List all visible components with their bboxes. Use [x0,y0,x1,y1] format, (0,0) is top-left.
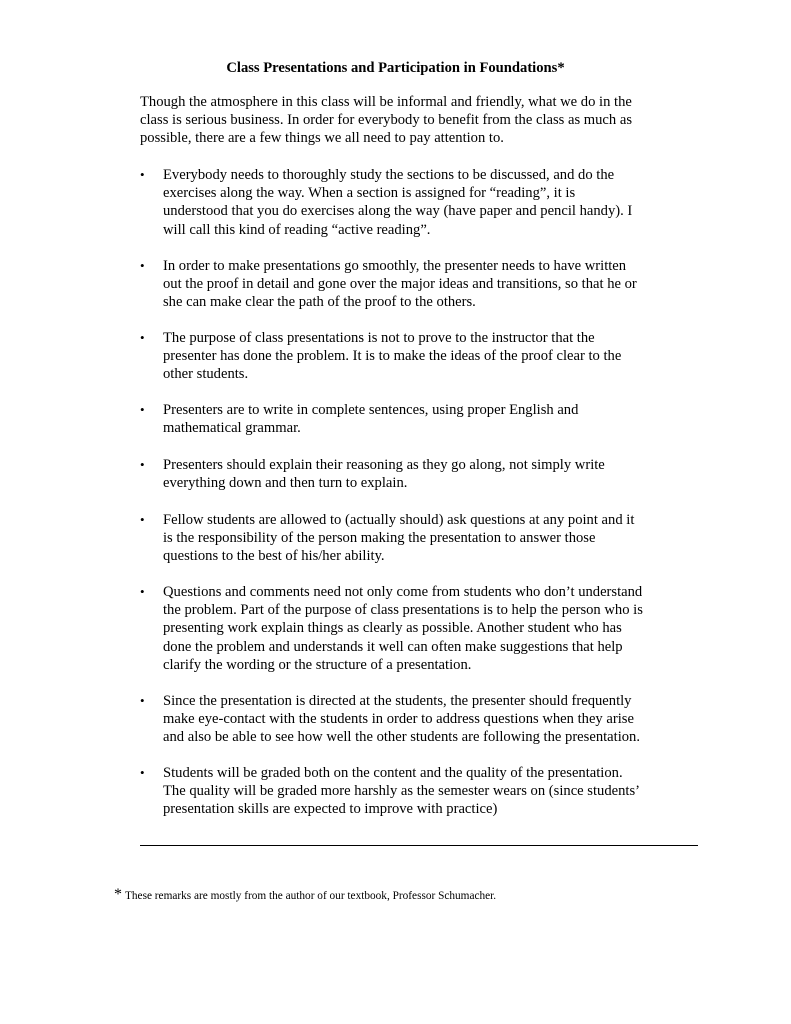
text-line: make eye-contact with the students in order to address questions when they arise [163,711,634,728]
text-line: Fellow students are allowed to (actually should) ask questions at any point and it [163,512,635,528]
bullet-icon: • [140,258,145,273]
text-line: mathematical grammar. [163,420,301,437]
list-item-text [163,166,680,239]
bullet-icon: • [140,457,145,472]
list-item-text [163,456,680,492]
text-line: Questions and comments need not only come from students who don’t understand [163,584,643,600]
text-line: the problem. Part of the purpose of class presentations is to help the person who is [163,602,643,619]
bullet-icon: • [140,693,145,708]
text-line: questions to the best of his/her ability. [163,548,385,565]
bullet-icon: • [140,402,145,417]
bullet-icon: • [140,167,145,182]
text-line: In order to make presentations go smoothly, the presenter needs to have written [163,258,627,274]
footnote-text: These remarks are mostly from the author of our textbook, Professor Schumacher. [125,890,497,902]
list-item-text [163,401,680,437]
list-item-text [163,764,680,819]
text-line: Students will be graded both on the content and the quality of the presentation. [163,765,623,781]
list-item-text [163,329,680,384]
text-line: and also be able to see how well the other students are following the presentation. [163,729,640,746]
list-item-text [163,257,680,312]
bullet-icon: • [140,765,145,780]
list-item-text [163,692,680,747]
text-line: Presenters should explain their reasoning as they go along, not simply write [163,457,605,473]
footnote [114,887,496,904]
text-line: Since the presentation is directed at the students, the presenter should frequently [163,693,632,709]
intro-paragraph [140,93,675,148]
list-item-text [163,511,680,566]
intro-line: possible, there are a few things we all need to pay attention to. [140,130,504,147]
text-line: everything down and then turn to explain. [163,475,408,492]
footnote-mark: * [114,886,122,903]
text-line: The quality will be graded more harshly as the semester wears on (since students’ [163,783,640,800]
text-line: exercises along the way. When a section is assigned for “reading”, it is [163,185,576,202]
bullet-icon: • [140,330,145,345]
footnote-separator [140,845,698,846]
intro-line: Though the atmosphere in this class will be informal and friendly, what we do in the [140,94,632,110]
text-line: out the proof in detail and gone over the major ideas and transitions, so that he or [163,276,637,293]
text-line: other students. [163,366,249,383]
text-line: will call this kind of reading “active reading”. [163,221,431,238]
text-line: Presenters are to write in complete sentences, using proper English and [163,402,579,418]
text-line: understood that you do exercises along the way (have paper and pencil handy). I [163,203,633,220]
text-line: is the responsibility of the person making the presentation to answer those [163,530,596,547]
bullet-icon: • [140,584,145,599]
bullet-icon: • [140,512,145,527]
text-line: presenting work explain things as clearly as possible. Another student who has [163,620,622,637]
text-line: presenter has done the problem. It is to make the ideas of the proof clear to the [163,348,622,365]
document-title: Class Presentations and Participation in Foundations* [226,60,565,76]
intro-line: class is serious business. In order for everybody to benefit from the class as much as [140,112,633,129]
list-item-text [163,583,680,674]
text-line: Everybody needs to thoroughly study the sections to be discussed, and do the [163,167,615,183]
text-line: The purpose of class presentations is not to prove to the instructor that the [163,330,595,346]
text-line: presentation skills are expected to improve with practice) [163,801,498,818]
text-line: clarify the wording or the structure of a presentation. [163,656,472,673]
text-line: done the problem and understands it well can often make suggestions that help [163,638,623,655]
text-line: she can make clear the path of the proof to the others. [163,294,476,311]
